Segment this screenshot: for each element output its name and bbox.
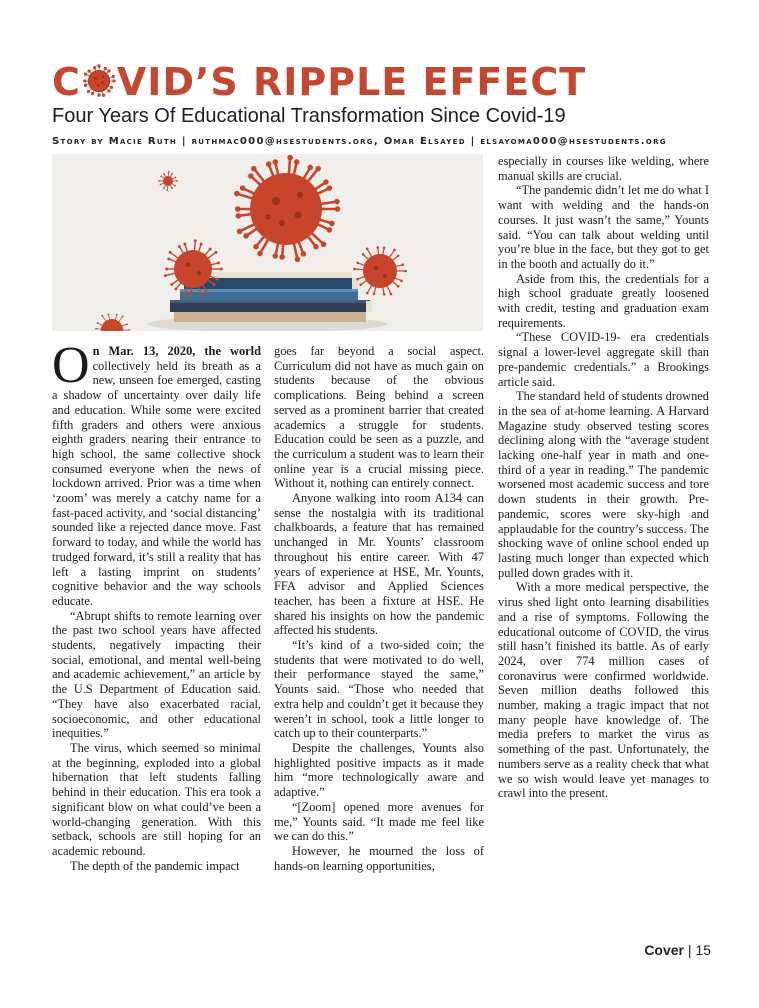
paragraph: Anyone walking into room A134 can sense the nostalgia with its traditional chalkboards, a feature that has remained unchanged in Mr. Younts’ classroom throughout his entire career. With 47 years of experience at HSE, Mr. Younts, FFA advisor and Applied Sciences teacher, has been a fixture at HSE. He shared his insights on how the pandemic affected his students. xyxy=(274,491,484,638)
section-name: Cover xyxy=(644,942,684,958)
coronavirus-over-books-illustration xyxy=(52,154,483,331)
paragraph: The depth of the pandemic impact xyxy=(70,858,240,873)
paragraph: “The pandemic didn’t let me do what I want with welding and the hands-on courses. It just wasn’t the same,” Younts said. “You can talk about welding until you’re blue in the face, but they got to get in the booth and actually do it.” xyxy=(498,183,709,271)
paragraph: However, he mourned the loss of hands-on learning opportunities, xyxy=(274,843,484,873)
footer-separator: | xyxy=(687,942,692,958)
column-1 xyxy=(52,337,261,873)
paragraph: “Abrupt shifts to remote learning over the past two school years have affected students, negatively impacting their social, emotional, and mental well-being and academic achievement,” an article by the U.S Department of Education said. “They have also exacerbated racial, socioeconomic, and other educational inequities.” xyxy=(52,608,261,741)
paragraph: “[Zoom] opened more avenues for me,” Younts said. “It made me feel like we can do this.” xyxy=(274,799,484,844)
paragraph: With a more medical perspective, the virus shed light onto learning disabilities and a rise of symptoms. Following the educational outcome of COVID, the virus still hasn’t finished its battle. As of early 2024, over 774 million cases of coronavirus were confirmed worldwide. Seven million deaths followed this number, making a tragic impact that not many people have knowledge of. The media prefers to market the virus as something of the past. Unfortunately, the numbers serve as a reality check that what we so wish would leave yet manages to crawl into the present. xyxy=(498,580,709,801)
paragraph: Despite the challenges, Younts also highlighted positive impacts as it made him “more technologically aware and adaptive.” xyxy=(274,740,484,800)
column-2 xyxy=(274,344,484,873)
drop-cap: O xyxy=(52,337,90,394)
page-footer xyxy=(644,942,711,958)
paragraph: collectively held its breath as a new, unseen foe emerged, casting a shadow of uncertainty over daily life and education. While some were excited fifth graders and others were anxious eighth graders nearing their entrance to high school, the same collective shock consumed everyone when the news of lockdown arrived. Prior was a time when ‘zoom’ was merely a catchy name for a fast-paced activity, and ‘social distancing’ sounded like a rejected dance move. Fast forward to today, and while the world has trudged forward, it’s still a reality that has left a lasting imprint on students’ cognitive behavior and the way schools educate. xyxy=(52,358,261,608)
paragraph: goes far beyond a social aspect. Curriculum did not have as much gain on students because of the obvious complications. Being behind a screen served as a prominent barrier that created academics a struggle for students. Education could be seen as a puzzle, and the curriculum a student was to learn their online year is a crucial missing piece. Without it, nothing can entirely connect. xyxy=(274,344,484,491)
paragraph: “These COVID-19- era credentials signal a lower-level aggregate skill than pre-pandemic credentials.” a Brookings article said. xyxy=(498,330,709,389)
paragraph: “It’s kind of a two-sided coin; the students that were motivated to do well, their performance stayed the same,” Younts said. “Those who needed that extra help and couldn’t get it because they weren’t in school, took a little longer to catch up to their counterparts.” xyxy=(274,638,484,741)
coronavirus-icon xyxy=(82,63,116,99)
headline-part-2: VID’S RIPPLE EFFECT xyxy=(116,60,587,104)
subtitle: Four Years Of Educational Transformation Since Covid-19 xyxy=(52,105,566,127)
column-3 xyxy=(498,154,709,801)
paragraph: Aside from this, the credentials for a high school graduate greatly loosened with credit, testing and graduation exam requirements. xyxy=(498,271,709,330)
headline-part-1: C xyxy=(52,60,81,104)
paragraph: The standard held of students drowned in the sea of at-home learning. A Harvard Magazine study observed testing scores declining along with the “average student lacking one-half year in math and one-third of a year in reading.” The pandemic worsened most academic success and tore down students in their growth. Pre-pandemic, scores were sky-high and applaudable for the country’s success. The shocking wave of online school ended up lasting much longer than expected which pulled down grades with it. xyxy=(498,389,709,580)
lead-in: n Mar. 13, 2020, the world xyxy=(92,344,261,358)
headline xyxy=(52,60,586,104)
hero-illustration xyxy=(52,154,483,331)
paragraph: The virus, which seemed so minimal at the beginning, exploded into a global hibernation that left students falling behind in their education. This era took a significant blow on what could’ve been a world-changing generation. With this setback, schools are still hoping for an academic rebound. xyxy=(52,740,261,858)
paragraph-lead xyxy=(52,337,261,609)
byline: Story by Macie Ruth | ruthmac000@hsestudents.org, Omar Elsayed | elsayoma000@hsestudents.org xyxy=(52,136,667,147)
paragraph: especially in courses like welding, where manual skills are crucial. xyxy=(498,154,709,183)
page-number: 15 xyxy=(695,942,711,958)
